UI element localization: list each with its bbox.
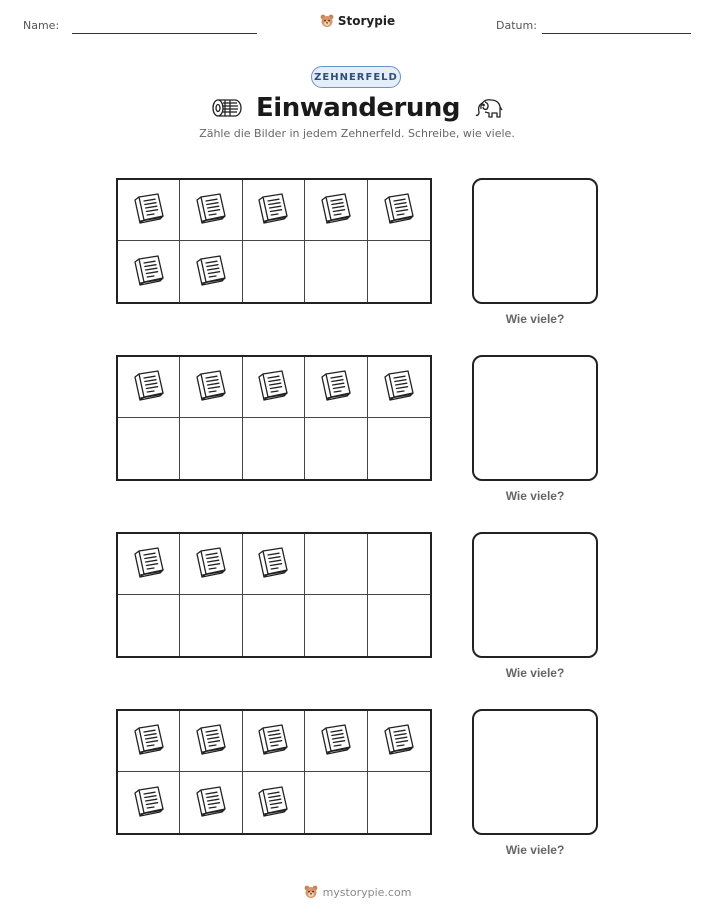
book-icon — [190, 782, 232, 824]
frame-cell — [243, 241, 305, 302]
book-icon — [128, 251, 170, 293]
title-row — [0, 91, 714, 125]
bear-mascot-icon — [319, 13, 335, 29]
answer-box-1[interactable] — [472, 178, 598, 304]
date-label: Datum: — [496, 19, 537, 32]
frame-cell — [243, 418, 305, 479]
frame-cell — [368, 534, 430, 595]
frame-cell — [180, 595, 242, 656]
book-icon — [128, 366, 170, 408]
book-icon — [252, 189, 294, 231]
ten-frame-3 — [116, 532, 432, 658]
frame-cell — [305, 534, 367, 595]
page-title: Einwanderung — [256, 93, 460, 123]
answer-label-1: Wie viele? — [505, 312, 565, 326]
book-icon — [252, 782, 294, 824]
bear-mascot-icon — [303, 884, 319, 900]
frame-cell — [243, 711, 305, 772]
book-icon — [128, 720, 170, 762]
frame-cell — [305, 357, 367, 418]
frame-cell — [118, 241, 180, 302]
answer-label-4: Wie viele? — [505, 843, 565, 857]
frame-cell — [243, 772, 305, 833]
ten-frame-1 — [116, 178, 432, 304]
frame-cell — [305, 772, 367, 833]
frame-cell — [118, 357, 180, 418]
frame-cell — [118, 772, 180, 833]
book-icon — [190, 720, 232, 762]
footer — [0, 884, 714, 900]
frame-cell — [118, 711, 180, 772]
book-icon — [190, 543, 232, 585]
book-icon — [378, 366, 420, 408]
book-icon — [190, 189, 232, 231]
frame-cell — [118, 595, 180, 656]
frame-cell — [305, 418, 367, 479]
scroll-roll-icon — [210, 95, 242, 121]
frame-cell — [368, 772, 430, 833]
answer-box-4[interactable] — [472, 709, 598, 835]
book-icon — [190, 251, 232, 293]
frame-cell — [118, 534, 180, 595]
frame-cell — [368, 241, 430, 302]
frame-cell — [368, 595, 430, 656]
frame-cell — [118, 418, 180, 479]
section-badge: ZEHNERFELD — [311, 66, 401, 88]
book-icon — [378, 720, 420, 762]
frame-cell — [243, 595, 305, 656]
answer-box-3[interactable] — [472, 532, 598, 658]
book-icon — [128, 782, 170, 824]
book-icon — [252, 366, 294, 408]
book-icon — [378, 189, 420, 231]
frame-cell — [180, 711, 242, 772]
book-icon — [252, 543, 294, 585]
frame-cell — [305, 595, 367, 656]
book-icon — [252, 720, 294, 762]
book-icon — [315, 720, 357, 762]
frame-cell — [368, 418, 430, 479]
name-line[interactable] — [72, 33, 257, 34]
brand-logo — [0, 13, 714, 29]
frame-cell — [368, 180, 430, 241]
footer-url: mystorypie.com — [322, 885, 412, 899]
book-icon — [190, 366, 232, 408]
ten-frame-2 — [116, 355, 432, 481]
frame-cell — [180, 418, 242, 479]
frame-cell — [368, 357, 430, 418]
book-icon — [315, 189, 357, 231]
book-icon — [128, 189, 170, 231]
frame-cell — [305, 241, 367, 302]
instructions: Zähle die Bilder in jedem Zehnerfeld. Schreibe, wie viele. — [199, 127, 515, 140]
book-icon — [315, 366, 357, 408]
frame-cell — [180, 772, 242, 833]
frame-cell — [180, 180, 242, 241]
answer-box-2[interactable] — [472, 355, 598, 481]
book-icon — [128, 543, 170, 585]
answer-label-3: Wie viele? — [505, 666, 565, 680]
frame-cell — [243, 357, 305, 418]
elephant-icon — [474, 95, 504, 121]
frame-cell — [180, 241, 242, 302]
frame-cell — [368, 711, 430, 772]
ten-frame-4 — [116, 709, 432, 835]
frame-cell — [180, 534, 242, 595]
answer-label-2: Wie viele? — [505, 489, 565, 503]
brand-name: Storypie — [337, 14, 396, 28]
frame-cell — [305, 180, 367, 241]
date-line[interactable] — [542, 33, 691, 34]
frame-cell — [243, 180, 305, 241]
frame-cell — [305, 711, 367, 772]
frame-cell — [180, 357, 242, 418]
name-label: Name: — [23, 19, 60, 32]
frame-cell — [118, 180, 180, 241]
frame-cell — [243, 534, 305, 595]
